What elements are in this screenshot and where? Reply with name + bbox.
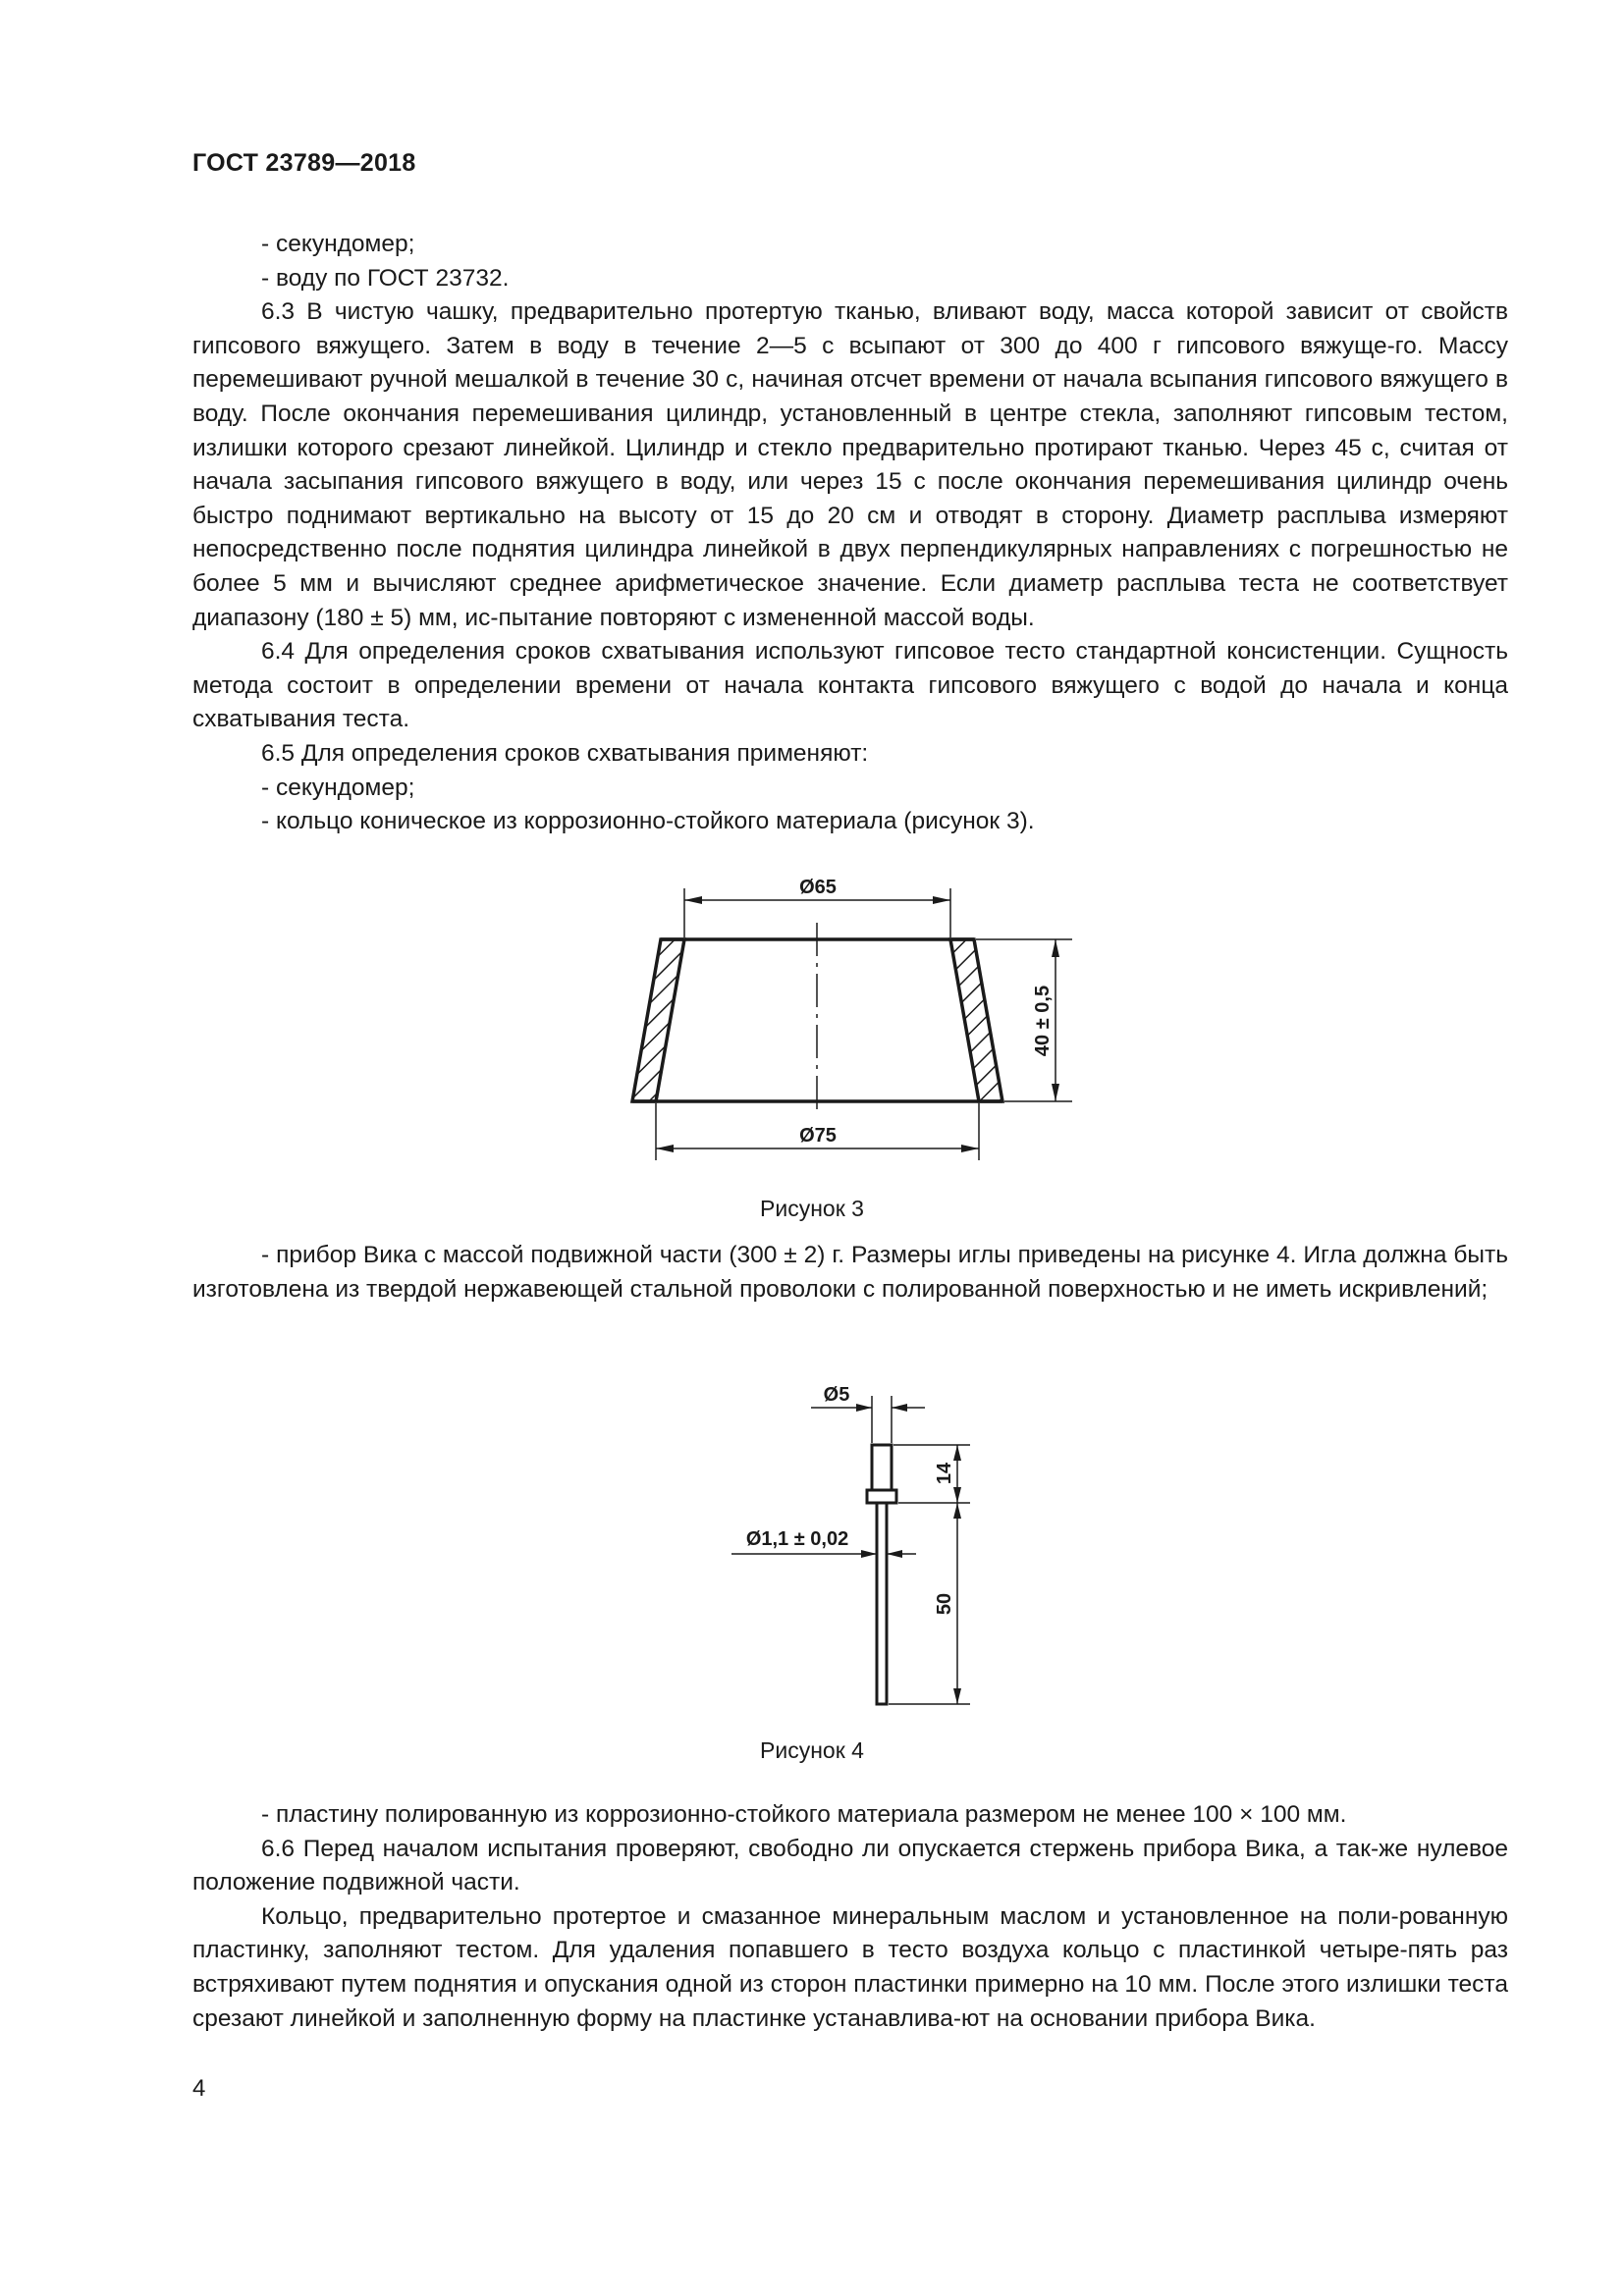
text-block-3 bbox=[192, 1798, 1508, 2036]
document-header: ГОСТ 23789—2018 bbox=[192, 149, 416, 177]
paragraph-plate: - пластину полированную из коррозионно-стойкого материала размером не менее 100 × 100 мм. bbox=[261, 1801, 1347, 1828]
figure-4-caption: Рисунок 4 bbox=[760, 1737, 864, 1763]
paragraph-6-6: 6.6 Перед началом испытания проверяют, свободно ли опускается стержень прибора Вика, а так-же нулевое положение подвижной части. bbox=[192, 1835, 1508, 1896]
page-number: 4 bbox=[192, 2075, 206, 2102]
dim-bottom-label: Ø75 bbox=[799, 1125, 837, 1147]
dim-height-label: 40 ± 0,5 bbox=[1032, 985, 1054, 1057]
dimension-head-length bbox=[893, 1445, 970, 1503]
paragraph: - воду по ГОСТ 23732. bbox=[261, 264, 510, 292]
paragraph-ring-procedure: Кольцо, предварительно протертое и смазанное минеральным маслом и установленное на поли-рованную пластинку, заполняют тестом. Для удаления попавшего в тесто воздуха кольцо с пластинкой четыре-пять раз встряхивают путем поднятия и опускания одной из сторон пластинки примерно на 10 мм. После этого излишки теста срезают линейкой и заполненную форму на пластинке устанавлива-ют на основании прибора Вика. bbox=[192, 1902, 1508, 2032]
paragraph: - кольцо коническое из коррозионно-стойкого материала (рисунок 3). bbox=[261, 808, 1035, 835]
paragraph-6-5: 6.5 Для определения сроков схватывания применяют: bbox=[261, 739, 869, 767]
paragraph: - секундомер; bbox=[261, 231, 415, 257]
dim-needle-diameter-label: Ø1,1 ± 0,02 bbox=[745, 1528, 849, 1550]
dimension-head-diameter bbox=[811, 1384, 925, 1443]
dim-needle-length-label: 50 bbox=[934, 1592, 955, 1616]
dimension-needle-length bbox=[889, 1503, 970, 1704]
needle-drawing bbox=[867, 1445, 896, 1704]
dim-head-diameter-label: Ø5 bbox=[823, 1384, 850, 1406]
paragraph-vicat: - прибор Вика с массой подвижной части (300 ± 2) г. Размеры иглы приведены на рисунке 4. Игла должна быть изготовлена из твердой нержавеющей стальной проволоки с полированной поверхностью и не иметь искривлений; bbox=[192, 1242, 1508, 1303]
paragraph-6-3: 6.3 В чистую чашку, предварительно протертую тканью, вливают воду, масса которой зависит от свойств гипсового вяжущего. Затем в воду в течение 2—5 с всыпают от 300 до 400 г гипсового вяжуще-го. Массу перемешивают ручной мешалкой в течение 30 с, начиная отсчет времени от начала всыпания гипсового вяжущего в воду. После окончания перемешивания цилиндр, установленный в центре стекла, заполняют гипсовым тестом, излишки которого срезают линейкой. Цилиндр и стекло предварительно протирают тканью. Через 45 с, считая от начала засыпания гипсового вяжущего в воду, или через 15 с после окончания перемешивания цилиндр очень быстро поднимают вертикально на высоту от 15 до 20 см и отводят в сторону. Диаметр расплыва измеряют непосредственно после поднятия цилиндра линейкой в двух перпендикулярных направлениях с погрешностью не более 5 мм и вычисляют среднее арифметическое значение. Если диаметр расплыва теста не соответствует диапазону (180 ± 5) мм, ис-пытание повторяют с измененной массой воды. bbox=[192, 298, 1508, 631]
dim-head-length-label: 14 bbox=[934, 1462, 955, 1485]
figure-3-caption: Рисунок 3 bbox=[760, 1196, 864, 1221]
dimension-needle-diameter bbox=[731, 1528, 916, 1558]
paragraph-6-4: 6.4 Для определения сроков схватывания используют гипсовое тесто стандартной консистенции. Сущность метода состоит в определении времени от начала контакта гипсового вяжущего с водой до начала и конца схватывания теста. bbox=[192, 638, 1508, 733]
paragraph: - секундомер; bbox=[261, 774, 415, 801]
dim-top-label: Ø65 bbox=[799, 877, 837, 898]
